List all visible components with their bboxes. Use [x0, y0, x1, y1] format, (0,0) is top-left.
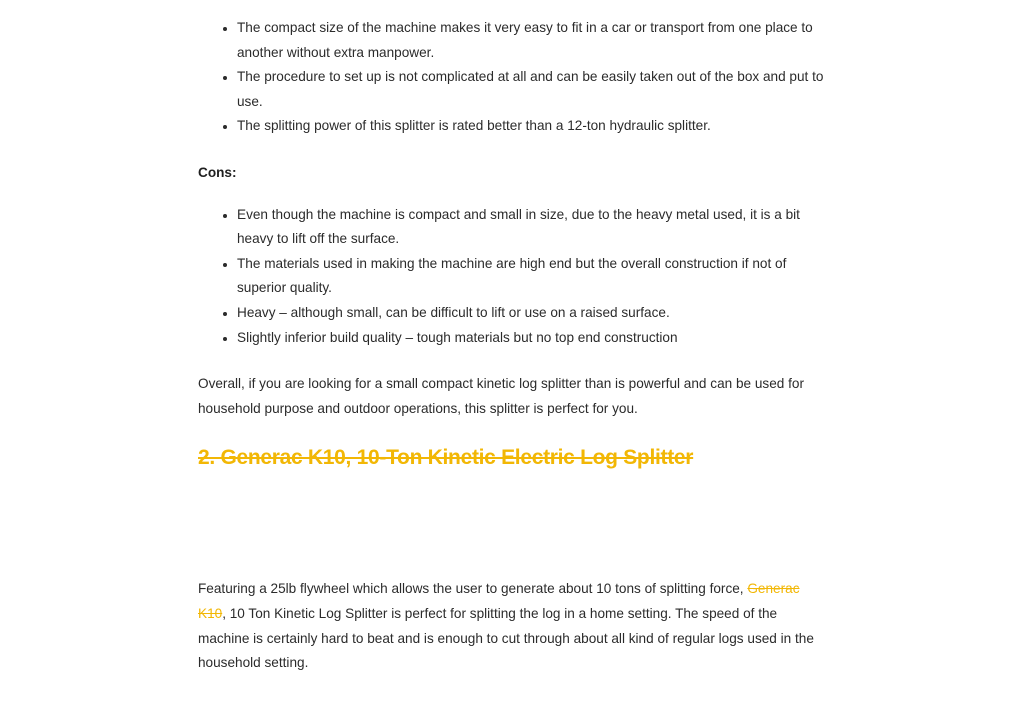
list-item: • The procedure to set up is not complicated at all and can be easily taken out of the box and put to use. [237, 65, 824, 114]
cons-list [198, 203, 824, 351]
paragraph-text-after-link: , 10 Ton Kinetic Log Splitter is perfect for splitting the log in a home setting. The speed of the machine is certainly hard to beat and is enough to cut through about all kind of regular logs used in the household setting. [198, 605, 814, 671]
section-heading[interactable]: 2. Generac K10, 10-Ton Kinetic Electric Log Splitter [198, 446, 694, 470]
paragraph-text-before-link: Featuring a 25lb flywheel which allows the user to generate about 10 tons of splitting force, [198, 581, 748, 597]
list-item: • The materials used in making the machine are high end but the overall construction if not of superior quality. [237, 252, 824, 301]
list-item: • Slightly inferior build quality – tough materials but no top end construction [237, 326, 824, 351]
list-item: • Even though the machine is compact and small in size, due to the heavy metal used, it is a bit heavy to lift off the surface. [237, 203, 824, 252]
list-item: • The compact size of the machine makes it very easy to fit in a car or transport from one place to another without extra manpower. [237, 16, 824, 65]
list-item: • Heavy – although small, can be difficult to lift or use on a raised surface. [237, 301, 824, 326]
article-content [198, 16, 824, 676]
image-placeholder [198, 473, 824, 577]
product-link[interactable]: Generac K10 [198, 581, 800, 621]
feature-paragraph [198, 577, 824, 675]
cons-label: Cons: [198, 164, 237, 180]
overall-paragraph: Overall, if you are looking for a small compact kinetic log splitter than is powerful and can be used for household purpose and outdoor operations, this splitter is perfect for you. [198, 376, 804, 416]
list-item: • The splitting power of this splitter is rated better than a 12-ton hydraulic splitter. [237, 114, 824, 139]
pros-list [198, 16, 824, 139]
